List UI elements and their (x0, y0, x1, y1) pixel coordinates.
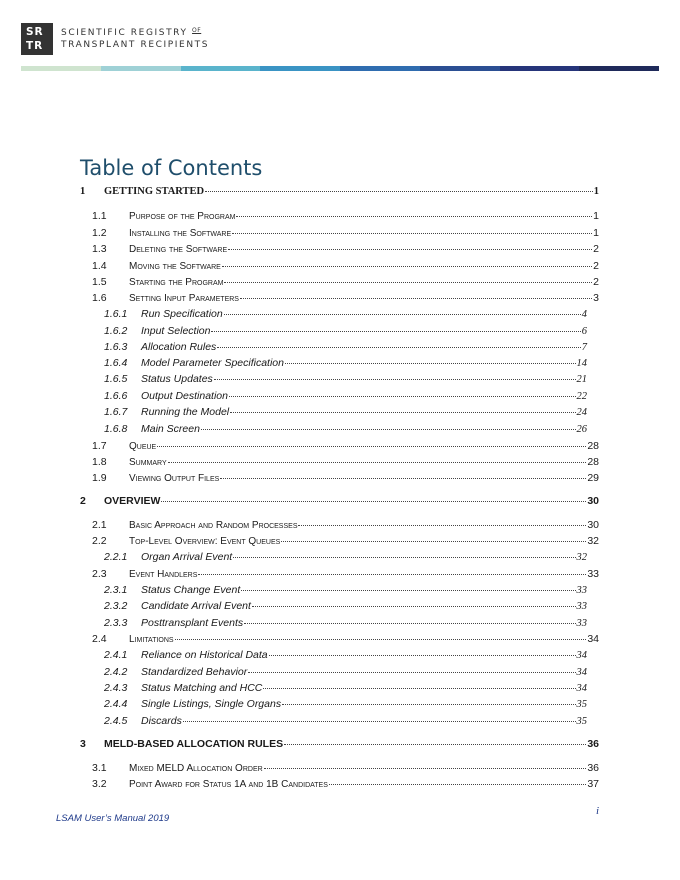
toc-entry-leader (201, 428, 576, 430)
toc-entry-label: Installing the Software (129, 228, 232, 239)
srtr-logo (21, 23, 53, 55)
toc-entry-label: Setting Input Parameters (129, 293, 239, 304)
toc-entry-page: 33 (587, 568, 599, 580)
toc-entry-page: 29 (587, 472, 599, 484)
toc-entry-leader (282, 703, 575, 705)
toc-entry-number: 2.3.1 (104, 584, 128, 596)
toc-entry-page: 1 (593, 186, 599, 197)
toc-entry-leader (285, 362, 576, 364)
toc-entry-label: Model Parameter Specification (141, 357, 284, 369)
toc-entry-leader (298, 524, 586, 526)
toc-entry-page: 28 (587, 440, 599, 452)
toc-entry-page: 6 (581, 326, 587, 337)
toc-entry-number: 1.6.3 (104, 341, 128, 353)
toc-entry-page: 30 (587, 519, 599, 531)
toc-entry[interactable] (80, 762, 599, 774)
toc-entry-leader (229, 395, 576, 397)
toc-entry-page: 34 (576, 683, 587, 694)
toc-entry-page: 33 (576, 585, 587, 596)
toc-entry-leader (244, 622, 575, 624)
toc-entry-label: Queue (129, 441, 157, 452)
toc-entry-label: Top-Level Overview: Event Queues (129, 536, 281, 547)
toc-entry[interactable] (80, 456, 599, 468)
toc-entry-label: Standardized Behavior (141, 666, 248, 678)
toc-entry-leader (224, 313, 581, 315)
footer-page-number: i (596, 805, 600, 817)
toc-entry[interactable] (80, 778, 599, 790)
toc-entry-number: 2.3 (92, 568, 107, 580)
toc-entry-page: 32 (587, 535, 599, 547)
toc-entry[interactable] (80, 617, 587, 629)
toc-entry-number: 2.2.1 (104, 551, 128, 563)
toc-entry-label: Starting the Program (129, 277, 224, 288)
toc-entry[interactable] (80, 308, 587, 320)
toc-entry-leader (205, 190, 593, 192)
toc-entry-number: 2.2 (92, 535, 107, 547)
toc-entry-page: 34 (576, 667, 587, 678)
toc-entry-page: 2 (593, 243, 599, 255)
toc-entry[interactable] (80, 292, 599, 304)
toc-entry-leader (217, 346, 580, 348)
toc-entry-leader (241, 589, 575, 591)
toc-entry-leader (211, 330, 580, 332)
toc-entry-label: Basic Approach and Random Processes (129, 520, 298, 531)
toc-entry[interactable] (80, 406, 587, 418)
logo-text-top: SR (26, 26, 44, 38)
toc-entry-page: 34 (576, 650, 587, 661)
toc-entry-number: 1.1 (92, 210, 107, 222)
toc-entry-label: OVERVIEW (104, 495, 161, 507)
toc-entry-page: 1 (593, 210, 599, 222)
toc-entry-page: 36 (587, 738, 599, 750)
toc-entry-label: Organ Arrival Event (141, 551, 233, 563)
org-name-line1-text: SCIENTIFIC REGISTRY (61, 28, 188, 38)
toc-entry-label: Posttransplant Events (141, 617, 244, 629)
toc-entry-page: 24 (576, 407, 587, 418)
toc-entry-number: 1.6.2 (104, 325, 128, 337)
toc-entry[interactable] (80, 357, 587, 369)
toc-entry[interactable] (80, 341, 587, 353)
toc-entry-label: Single Listings, Single Organs (141, 698, 282, 710)
toc-entry[interactable] (80, 186, 599, 197)
toc-entry-page: 33 (576, 601, 587, 612)
toc-entry-number: 1.6.4 (104, 357, 128, 369)
toc-entry-number: 1.8 (92, 456, 107, 468)
toc-entry-number: 1.6 (92, 292, 107, 304)
toc-entry-leader (161, 500, 586, 502)
toc-entry-label: Purpose of the Program (129, 211, 236, 222)
toc-entry[interactable] (80, 682, 587, 694)
toc-entry-label: GETTING STARTED (104, 186, 205, 197)
toc-entry-leader (269, 654, 576, 656)
toc-entry[interactable] (80, 495, 599, 507)
page-title: Table of Contents (80, 156, 263, 180)
toc-entry[interactable] (80, 325, 587, 337)
toc-entry-label: Running the Model (141, 406, 230, 418)
toc-entry-leader (236, 215, 592, 217)
color-bar-segment (340, 66, 420, 71)
toc-entry[interactable] (80, 715, 587, 727)
toc-entry-number: 2.4.5 (104, 715, 128, 727)
toc-entry-page: 32 (576, 552, 587, 563)
toc-entry[interactable] (80, 584, 587, 596)
toc-entry-page: 35 (576, 716, 587, 727)
toc-entry-leader (240, 297, 592, 299)
color-bar-segment (260, 66, 340, 71)
toc-entry-label: Reliance on Historical Data (141, 649, 268, 661)
toc-entry-leader (157, 445, 586, 447)
toc-entry-label: Moving the Software (129, 261, 221, 272)
toc-entry[interactable] (80, 633, 599, 645)
toc-entry-page: 21 (576, 374, 587, 385)
toc-entry-number: 3.2 (92, 778, 107, 790)
toc-entry-number: 1.6.5 (104, 373, 128, 385)
toc-entry-number: 2.3.3 (104, 617, 128, 629)
toc-entry-leader (252, 605, 576, 607)
toc-entry-number: 1.6.8 (104, 423, 128, 435)
toc-entry-number: 1.5 (92, 276, 107, 288)
toc-entry-label: Point Award for Status 1A and 1B Candidates (129, 779, 328, 790)
toc-entry[interactable] (80, 738, 599, 750)
toc-entry-number: 2.4.2 (104, 666, 128, 678)
toc-entry-page: 4 (581, 309, 587, 320)
toc-entry-number: 1.6.6 (104, 390, 128, 402)
toc-entry-page: 35 (576, 699, 587, 710)
toc-entry-label: Summary (129, 457, 167, 468)
logo-text-bottom: TR (26, 40, 44, 52)
toc-entry-page: 3 (593, 292, 599, 304)
toc-entry-page: 22 (576, 391, 587, 402)
header-color-bar (21, 66, 659, 71)
toc-entry-label: Deleting the Software (129, 244, 228, 255)
toc-entry[interactable] (80, 551, 587, 563)
toc-entry-number: 1.9 (92, 472, 107, 484)
toc-entry-number: 3.1 (92, 762, 107, 774)
org-name-of: OF (192, 27, 202, 34)
toc-entry-leader (220, 477, 586, 479)
toc-entry-leader (228, 248, 592, 250)
toc-entry-page: 26 (576, 424, 587, 435)
toc-entry-label: MELD-BASED ALLOCATION RULES (104, 738, 284, 750)
toc-entry-label: Mixed MELD Allocation Order (129, 763, 263, 774)
toc-entry-page: 14 (576, 358, 587, 369)
toc-entry[interactable] (80, 666, 587, 678)
toc-entry[interactable] (80, 276, 599, 288)
toc-entry[interactable] (80, 472, 599, 484)
toc-entry-leader (232, 232, 592, 234)
color-bar-segment (181, 66, 261, 71)
toc-entry-leader (329, 783, 586, 785)
toc-entry-label: Candidate Arrival Event (141, 600, 251, 612)
toc-entry-page: 30 (587, 495, 599, 507)
toc-entry[interactable] (80, 698, 587, 710)
toc-entry-number: 1 (80, 186, 86, 197)
toc-entry[interactable] (80, 260, 599, 272)
toc-entry-leader (284, 743, 586, 745)
toc-entry-number: 2 (80, 495, 86, 507)
toc-entry-page: 33 (576, 618, 587, 629)
toc-entry-leader (222, 265, 592, 267)
toc-entry[interactable] (80, 600, 587, 612)
toc-entry-number: 1.6.7 (104, 406, 128, 418)
toc-entry-number: 2.4.3 (104, 682, 128, 694)
toc-entry-number: 1.3 (92, 243, 107, 255)
toc-entry-label: Output Destination (141, 390, 228, 402)
toc-entry[interactable] (80, 519, 599, 531)
toc-entry-page: 7 (581, 342, 587, 353)
color-bar-segment (500, 66, 580, 71)
toc-entry-leader (175, 638, 587, 640)
toc-entry-leader (248, 671, 575, 673)
toc-entry-leader (233, 556, 575, 558)
toc-entry-number: 1.2 (92, 227, 107, 239)
toc-entry-label: Main Screen (141, 423, 200, 435)
toc-entry-page: 34 (587, 633, 599, 645)
toc-entry-number: 1.6.1 (104, 308, 128, 320)
toc-entry-leader (230, 411, 575, 413)
toc-entry-number: 3 (80, 738, 86, 750)
toc-entry-number: 2.4.1 (104, 649, 128, 661)
toc-entry[interactable] (80, 568, 599, 580)
toc-entry-label: Status Matching and HCC (141, 682, 263, 694)
color-bar-segment (579, 66, 659, 71)
toc-entry[interactable] (80, 423, 587, 435)
color-bar-segment (21, 66, 101, 71)
toc-entry-number: 1.4 (92, 260, 107, 272)
toc-entry-leader (281, 540, 586, 542)
toc-entry-label: Input Selection (141, 325, 211, 337)
footer-manual-title: LSAM User’s Manual 2019 (56, 813, 170, 824)
toc-entry[interactable] (80, 373, 587, 385)
toc-entry-leader (183, 720, 576, 722)
toc-entry-leader (264, 767, 587, 769)
toc-entry-page: 1 (593, 227, 599, 239)
toc-entry-number: 1.7 (92, 440, 107, 452)
toc-entry-number: 2.1 (92, 519, 107, 531)
toc-entry-label: Discards (141, 715, 182, 727)
toc-entry-page: 37 (587, 778, 599, 790)
toc-entry-label: Run Specification (141, 308, 223, 320)
toc-entry-number: 2.3.2 (104, 600, 128, 612)
toc-entry-page: 36 (587, 762, 599, 774)
toc-entry[interactable] (80, 535, 599, 547)
toc-entry-number: 2.4.4 (104, 698, 128, 710)
toc-entry-leader (198, 573, 586, 575)
toc-entry[interactable] (80, 440, 599, 452)
toc-entry[interactable] (80, 243, 599, 255)
toc-entry[interactable] (80, 210, 599, 222)
org-name-line2: TRANSPLANT RECIPIENTS (61, 40, 210, 50)
toc-entry-leader (168, 461, 587, 463)
toc-entry[interactable] (80, 390, 587, 402)
toc-entry-leader (263, 687, 575, 689)
toc-entry-label: Limitations (129, 634, 174, 645)
toc-entry-leader (214, 378, 576, 380)
toc-entry[interactable] (80, 649, 587, 661)
toc-entry-label: Event Handlers (129, 569, 198, 580)
toc-entry-leader (224, 281, 592, 283)
toc-entry-label: Allocation Rules (141, 341, 217, 353)
org-name-line1 (61, 27, 201, 38)
color-bar-segment (420, 66, 500, 71)
toc-entry-number: 2.4 (92, 633, 107, 645)
toc-entry-label: Status Updates (141, 373, 213, 385)
toc-entry[interactable] (80, 227, 599, 239)
toc-entry-page: 2 (593, 276, 599, 288)
toc-entry-page: 2 (593, 260, 599, 272)
toc-entry-page: 28 (587, 456, 599, 468)
toc-entry-label: Status Change Event (141, 584, 241, 596)
color-bar-segment (101, 66, 181, 71)
toc-entry-label: Viewing Output Files (129, 473, 220, 484)
